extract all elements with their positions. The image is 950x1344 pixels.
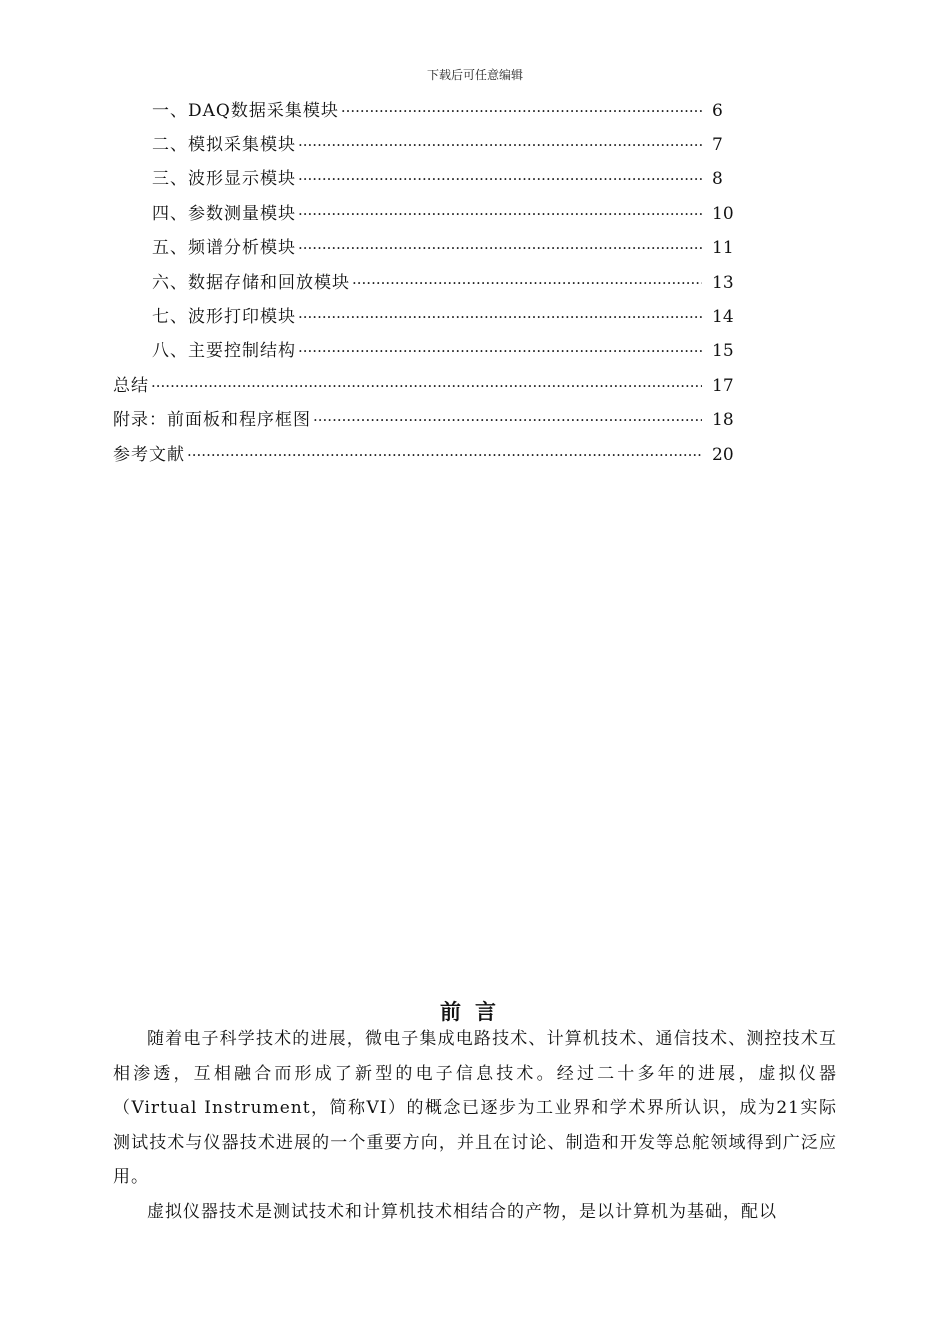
toc-entry-page: 17 xyxy=(712,376,734,396)
toc-entry-page: 20 xyxy=(712,445,734,465)
toc-entry[interactable] xyxy=(113,371,742,401)
toc-entry[interactable] xyxy=(113,440,742,470)
toc-entry-page: 18 xyxy=(712,410,734,430)
section-title: 前言 xyxy=(440,1000,510,1024)
toc-entry-label: 八、主要控制结构 xyxy=(152,341,296,361)
toc-entry-page: 11 xyxy=(712,238,734,258)
toc-entry[interactable] xyxy=(152,233,742,263)
toc-entry-label: 一、DAQ数据采集模块 xyxy=(152,101,339,121)
toc-leader-dots xyxy=(151,371,702,401)
paragraph: 随着电子科学技术的进展，微电子集成电路技术、计算机技术、通信技术、测控技术互相渗透，互相融合而形成了新型的电子信息技术。经过二十多年的进展，虚拟仪器（Virtual Instrument，简称VI）的概念已逐步为工业界和学术界所认识，成为21实际测试技术与仪器技术进展的一个重要方向，并且在讨论、制造和开发等总舵领域得到广泛应用。 xyxy=(113,1029,837,1187)
toc-entry-page: 7 xyxy=(712,135,723,155)
toc-leader-dots xyxy=(341,96,702,126)
toc-leader-dots xyxy=(298,199,702,229)
toc-entry[interactable] xyxy=(152,96,742,126)
paragraph: 虚拟仪器技术是测试技术和计算机技术相结合的产物，是以计算机为基础，配以 xyxy=(147,1201,777,1222)
toc-entry[interactable] xyxy=(152,199,742,229)
toc-leader-dots xyxy=(187,440,702,470)
toc-leader-dots xyxy=(298,302,702,332)
toc-leader-dots xyxy=(313,405,702,435)
toc-leader-dots xyxy=(298,233,702,263)
toc-entry[interactable] xyxy=(152,268,742,298)
toc-entry-label: 三、波形显示模块 xyxy=(152,169,296,189)
toc-entry-label: 参考文献 xyxy=(113,445,185,465)
toc-entry-page: 10 xyxy=(712,204,734,224)
page-header: 下载后可任意编辑 xyxy=(426,68,523,82)
preface-body xyxy=(113,1022,837,1229)
toc-entry-page: 14 xyxy=(712,307,734,327)
toc-entry-page: 6 xyxy=(712,101,723,121)
toc-entry-page: 15 xyxy=(712,341,734,361)
toc-entry-label: 四、参数测量模块 xyxy=(152,204,296,224)
toc-entry[interactable] xyxy=(152,302,742,332)
toc-entry-label: 六、数据存储和回放模块 xyxy=(152,273,350,293)
toc-entry[interactable] xyxy=(152,164,742,194)
toc-entry-label: 五、频谱分析模块 xyxy=(152,238,296,258)
toc-leader-dots xyxy=(298,164,702,194)
toc-entry-label: 七、波形打印模块 xyxy=(152,307,296,327)
toc-entry-label: 二、模拟采集模块 xyxy=(152,135,296,155)
toc-entry-page: 13 xyxy=(712,273,734,293)
toc-leader-dots xyxy=(298,130,702,160)
toc-leader-dots xyxy=(298,336,702,366)
toc-entry[interactable] xyxy=(152,336,742,366)
toc-leader-dots xyxy=(352,268,702,298)
toc-entry[interactable] xyxy=(113,405,742,435)
toc-entry[interactable] xyxy=(152,130,742,160)
toc-entry-label: 附录：前面板和程序框图 xyxy=(113,410,311,430)
toc-entry-label: 总结 xyxy=(113,376,149,396)
toc-entry-page: 8 xyxy=(712,169,723,189)
